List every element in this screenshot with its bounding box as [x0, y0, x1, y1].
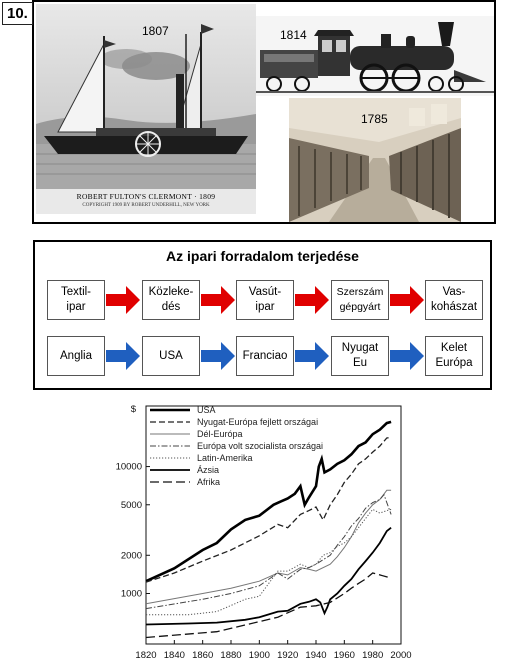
gdp-per-capita-chart — [110, 398, 420, 670]
legend-label: Dél-Európa — [197, 429, 243, 439]
region-box-usa: USA — [142, 336, 200, 376]
y-tick-label: 1000 — [120, 588, 142, 600]
steamboat-photo — [36, 4, 256, 214]
x-tick-label: 1860 — [192, 650, 214, 661]
x-tick-label: 1840 — [163, 650, 185, 661]
x-tick-label: 1920 — [277, 650, 299, 661]
blue-arrow-icon — [295, 342, 329, 370]
blue-arrow-icon — [106, 342, 140, 370]
legend-label: Európa volt szocialista országai — [197, 441, 324, 451]
series-line-3 — [146, 495, 391, 609]
locomotive-photo — [256, 16, 494, 96]
plot-frame — [131, 404, 401, 644]
x-tick-label: 1820 — [135, 650, 157, 661]
red-arrow-icon — [295, 286, 329, 314]
sector-box-iron: Vas- kohászat — [425, 280, 483, 320]
red-arrow-icon — [201, 286, 235, 314]
series-line-5 — [146, 528, 391, 625]
y-axis-ticks — [116, 462, 150, 600]
y-tick-label: 2000 — [120, 550, 142, 562]
region-box-england: Anglia — [47, 336, 105, 376]
locomotive-year: 1814 — [280, 28, 307, 42]
textile-mill-year: 1785 — [361, 112, 388, 126]
x-tick-label: 1980 — [362, 650, 384, 661]
steamboat-caption-line2: COPYRIGHT 1909 BY ROBERT UNDERHILL, NEW YORK — [82, 203, 210, 208]
legend-label: Ázsia — [197, 465, 220, 475]
y-tick-label: 10000 — [115, 461, 142, 473]
legend-label: Nyugat-Európa fejlett országai — [197, 417, 319, 427]
region-box-france: Franciao — [236, 336, 294, 376]
steamboat-caption-line1: ROBERT FULTON'S CLERMONT · 1809 — [76, 192, 216, 201]
chart-legend — [150, 405, 323, 487]
textile-mill-photo — [289, 98, 461, 222]
x-tick-label: 1880 — [220, 650, 242, 661]
x-tick-label: 1960 — [333, 650, 355, 661]
sector-box-machine-tools: Szerszám gépgyárt — [331, 280, 389, 320]
sector-box-transport: Közleke- dés — [142, 280, 200, 320]
x-axis-ticks — [135, 640, 411, 661]
legend-label: USA — [197, 405, 216, 415]
series-line-6 — [146, 573, 391, 638]
blue-arrow-icon — [390, 342, 424, 370]
y-unit-label: $ — [130, 404, 136, 415]
region-box-eastern-europe: Kelet Európa — [425, 336, 483, 376]
sector-box-textile: Textil- ipar — [47, 280, 105, 320]
flow-diagram-title: Az ipari forradalom terjedése — [166, 248, 359, 264]
y-tick-label: 5000 — [120, 499, 142, 511]
legend-label: Afrika — [197, 477, 221, 487]
red-arrow-icon — [106, 286, 140, 314]
task-number: 10. — [2, 2, 33, 25]
sector-box-railway: Vasút- ipar — [236, 280, 294, 320]
steamboat-caption — [36, 192, 256, 208]
region-box-western-europe: Nyugat Eu — [331, 336, 389, 376]
x-tick-label: 1940 — [305, 650, 327, 661]
legend-label: Latin-Amerika — [197, 453, 253, 463]
red-arrow-icon — [390, 286, 424, 314]
series-lines — [146, 422, 391, 638]
steamboat-year: 1807 — [142, 24, 169, 38]
blue-arrow-icon — [201, 342, 235, 370]
flow-diagram — [33, 240, 492, 390]
x-tick-label: 1900 — [248, 650, 270, 661]
x-tick-label: 2000 — [390, 650, 412, 661]
photo-panel — [32, 0, 496, 224]
